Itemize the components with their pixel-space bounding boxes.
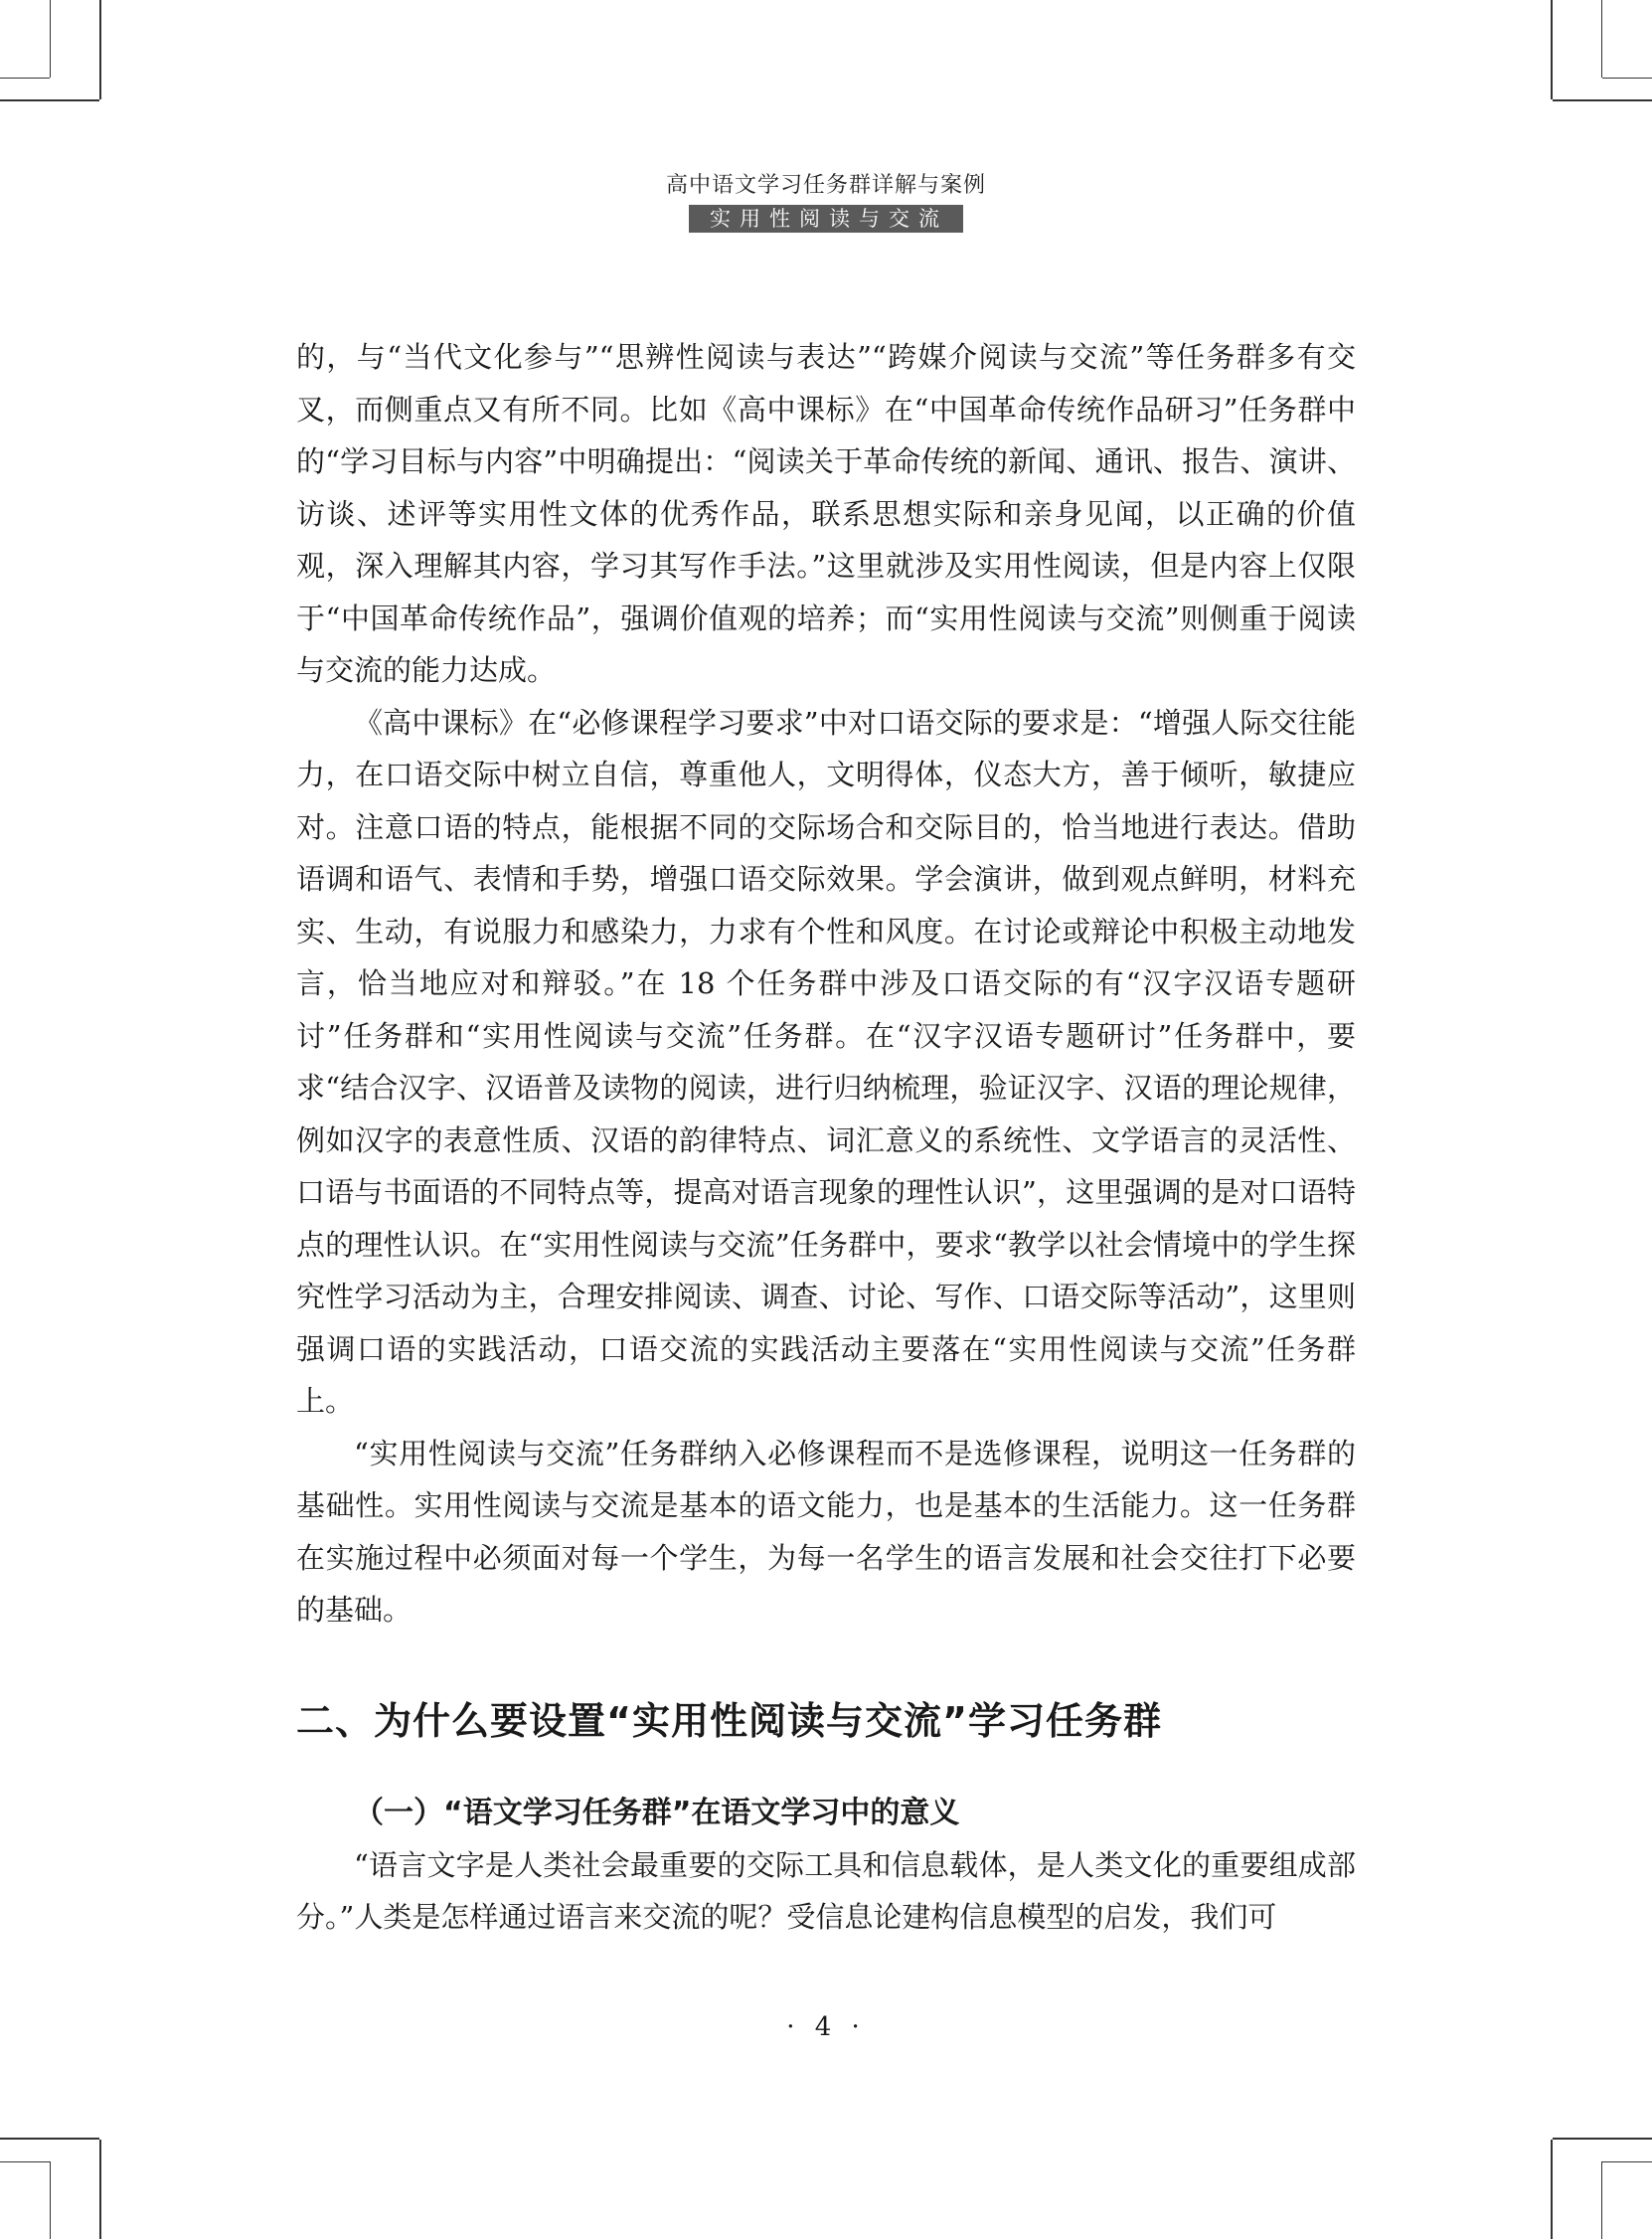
body-paragraph: 《高中课标》在“必修课程学习要求”中对口语交际的要求是：“增强人际交往能力，在口语交际中树立自信，尊重他人，文明得体，仪态大方，善于倾听，敏捷应对。注意口语的特点，能根据不同的交际场合和交际目的，恰当地进行表达。借助语调和语气、表情和手势，增强口语交际效果。学会演讲，做到观点鲜明，材料充实、生动，有说服力和感染力，力求有个性和风度。在讨论或辩论中积极主动地发言，恰当地应对和辩驳。”在 18 个任务群中涉及口语交际的有“汉字汉语专题研讨”任务群和“实用性阅读与交流”任务群。在“汉字汉语专题研讨”任务群中，要求“结合汉字、汉语普及读物的阅读，进行归纳梳理，验证汉字、汉语的理论规律，例如汉字的表意性质、汉语的韵律特点、词汇意义的系统性、文学语言的灵活性、口语与书面语的不同特点等，提高对语言现象的理性认识”，这里强调的是对口语特点的理性认识。在“实用性阅读与交流”任务群中，要求“教学以社会情境中的学生探究性学习活动为主，合理安排阅读、调查、讨论、写作、口语交际等活动”，这里则强调口语的实践活动，口语交流的实践活动主要落在“实用性阅读与交流”任务群上。 bbox=[296, 705, 1356, 1418]
body-paragraph: “实用性阅读与交流”任务群纳入必修课程而不是选修课程，说明这一任务群的基础性。实用性阅读与交流是基本的语文能力，也是基本的生活能力。这一任务群在实施过程中必须面对每一个学生，为每一名学生的语言发展和社会交往打下必要的基础。 bbox=[296, 1436, 1356, 1627]
body-paragraph: “语言文字是人类社会最重要的交际工具和信息载体，是人类文化的重要组成部分。”人类是怎样通过语言来交流的呢？受信息论建构信息模型的启发，我们可 bbox=[296, 1847, 1356, 1934]
page-body bbox=[296, 331, 1356, 1944]
section-heading: 二、为什么要设置“实用性阅读与交流”学习任务群 bbox=[296, 1698, 1162, 1743]
body-paragraph: 的，与“当代文化参与”“思辨性阅读与表达”“跨媒介阅读与交流”等任务群多有交叉，而侧重点又有所不同。比如《高中课标》在“中国革命传统作品研习”任务群中的“学习目标与内容”中明确提出：“阅读关于革命传统的新闻、通讯、报告、演讲、访谈、述评等实用性文体的优秀作品，联系思想实际和亲身见闻，以正确的价值观，深入理解其内容，学习其写作手法。”这里就涉及实用性阅读，但是内容上仅限于“中国革命传统作品”，强调价值观的培养；而“实用性阅读与交流”则侧重于阅读与交流的能力达成。 bbox=[296, 340, 1356, 687]
book-title: 高中语文学习任务群详解与案例 bbox=[665, 173, 986, 198]
running-header bbox=[0, 171, 1652, 233]
section-banner: 实用性阅读与交流 bbox=[689, 205, 963, 233]
page-number: · 4 · bbox=[786, 2012, 866, 2042]
subsection-heading: （一）“语文学习任务群”在语文学习中的意义 bbox=[354, 1795, 960, 1830]
